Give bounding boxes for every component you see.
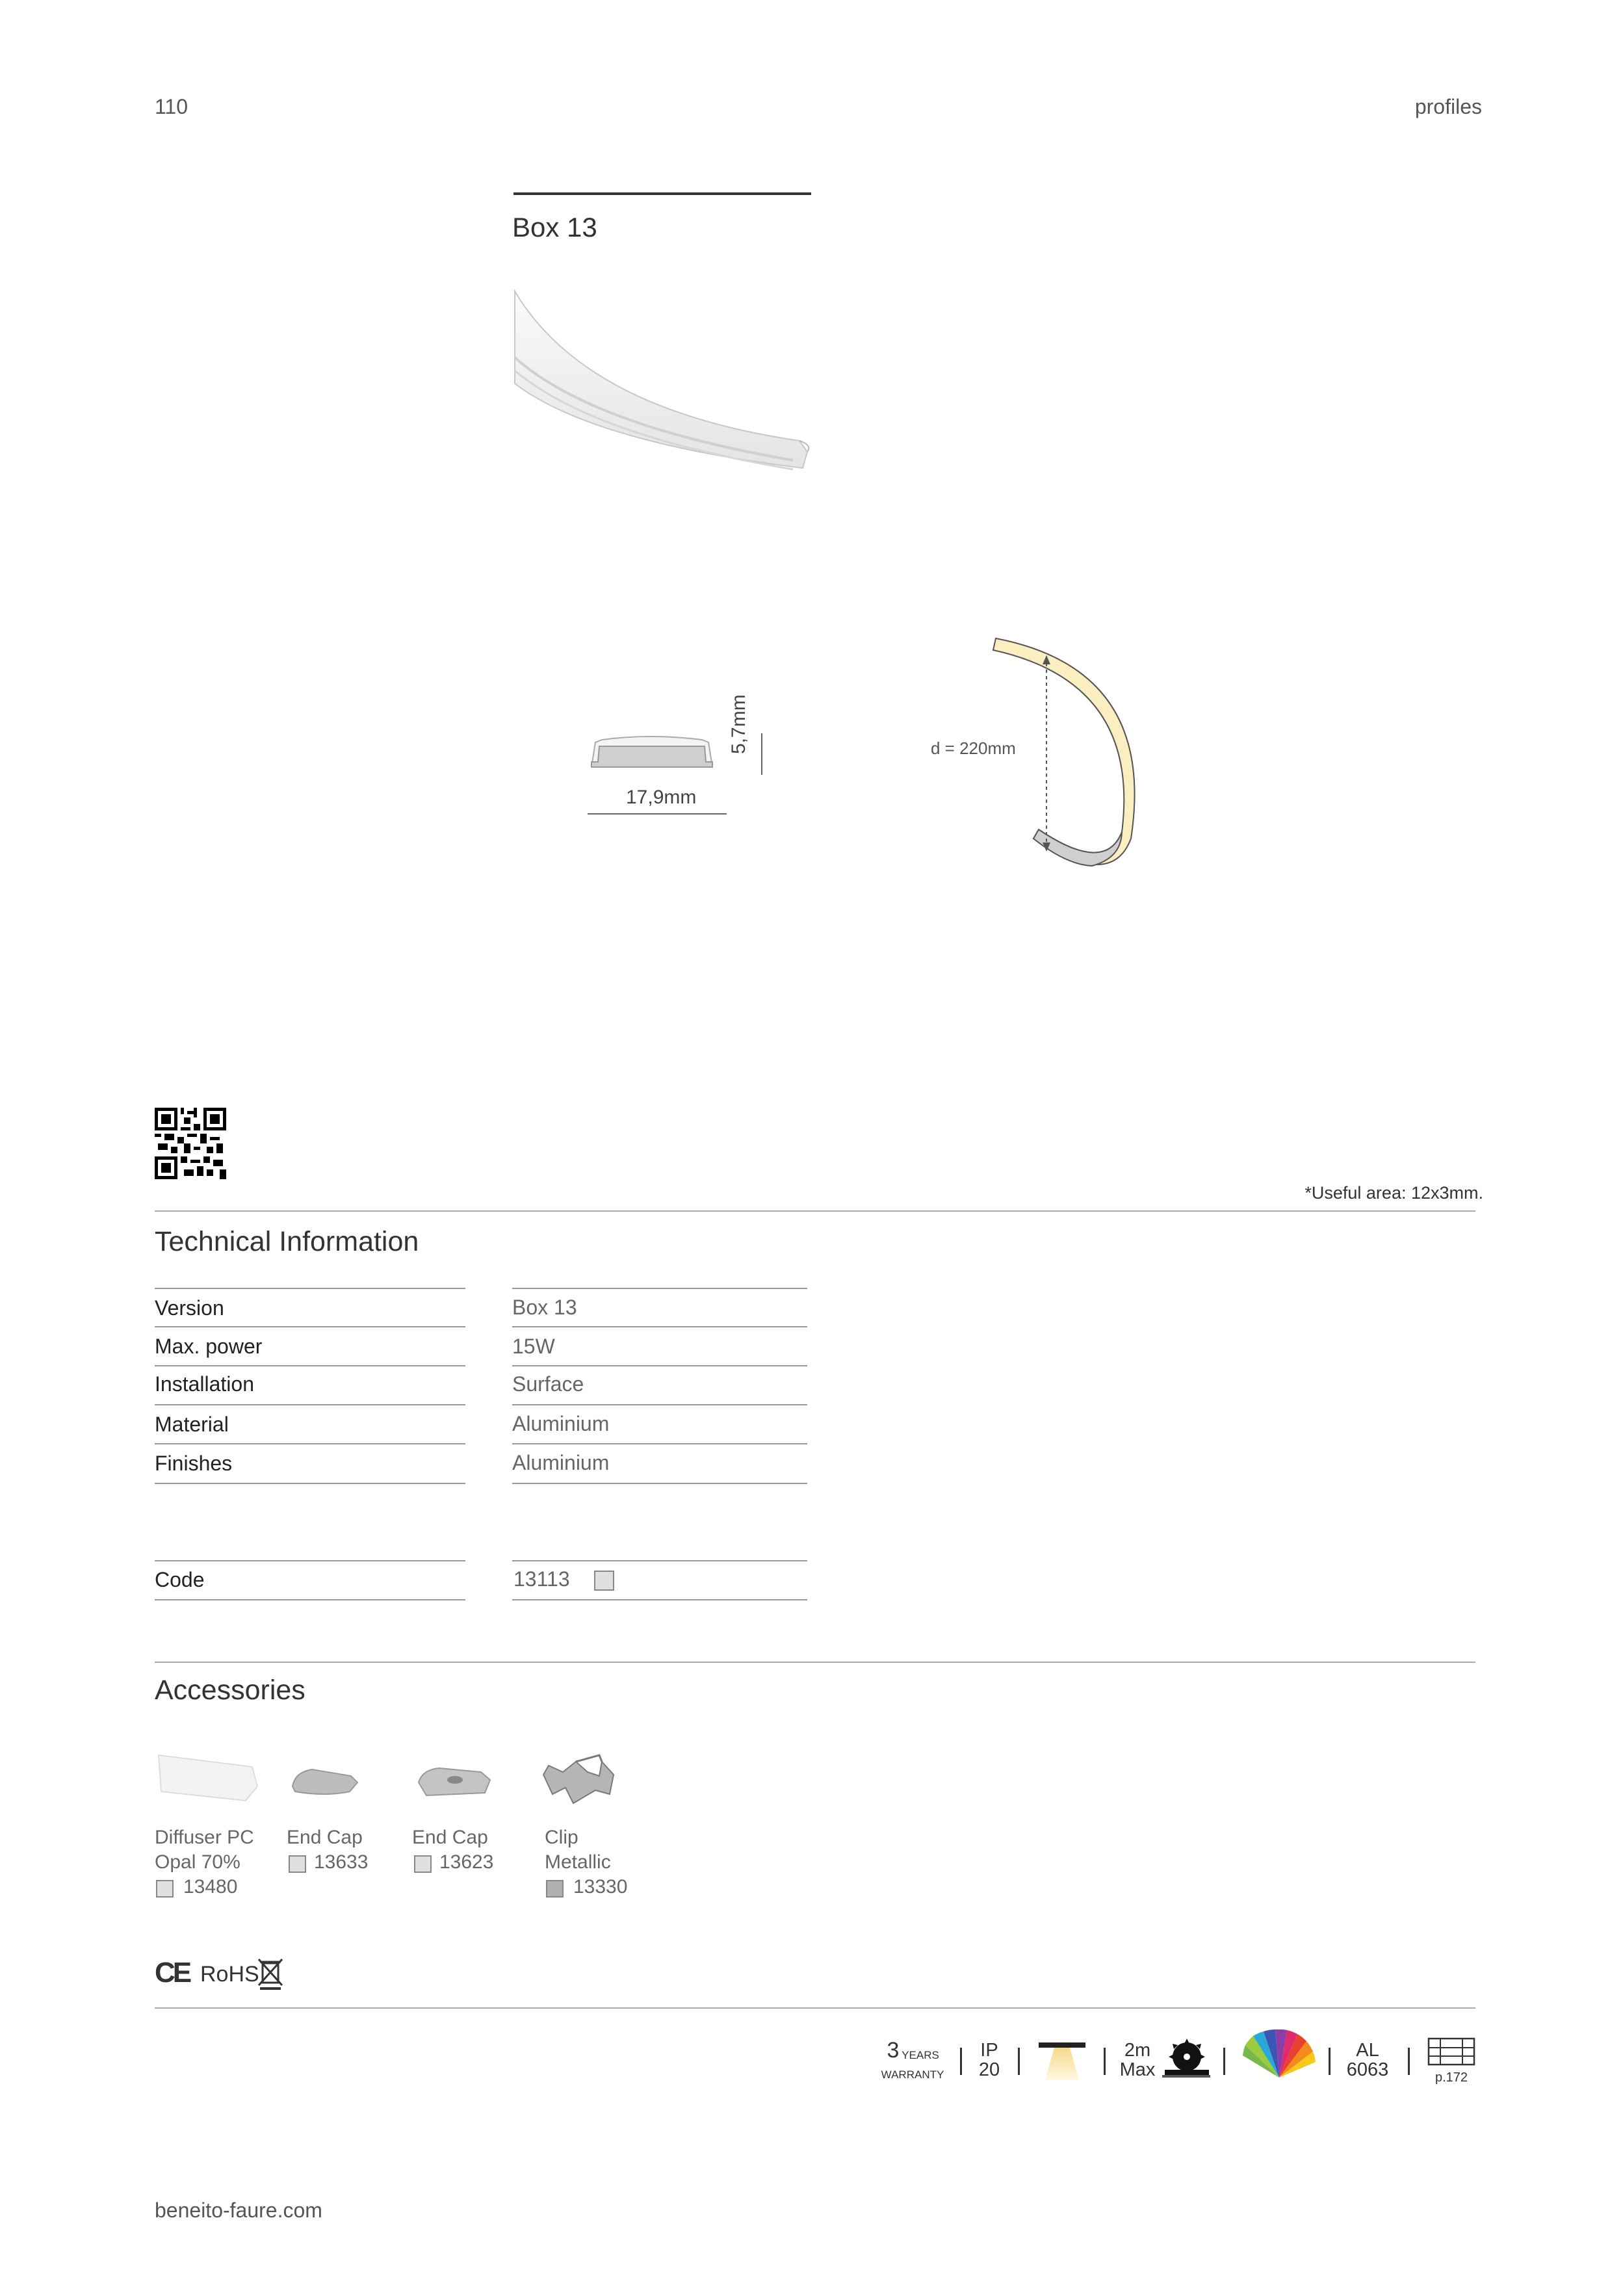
- accessory-swatch: [289, 1855, 306, 1873]
- separator: [960, 2048, 962, 2075]
- accessory-swatch: [156, 1880, 174, 1898]
- row-line: [155, 1599, 465, 1600]
- clip-image: [537, 1749, 621, 1820]
- accessory-code: 13633: [314, 1851, 369, 1873]
- row-line: [512, 1599, 807, 1600]
- end-cap-image: [286, 1760, 364, 1806]
- row-line: [155, 1443, 465, 1444]
- spec-value: Surface: [512, 1372, 584, 1396]
- finish-swatch: [594, 1571, 614, 1591]
- technical-heading: Technical Information: [155, 1226, 419, 1257]
- page-reference[interactable]: p.172: [1435, 2070, 1468, 2085]
- spec-value: Box 13: [512, 1296, 577, 1319]
- row-line: [155, 1560, 465, 1561]
- accessory-swatch: [546, 1880, 564, 1898]
- diffuser-image: [155, 1749, 259, 1807]
- useful-area-note: *Useful area: 12x3mm.: [1305, 1183, 1483, 1203]
- ce-mark: CE: [155, 1957, 190, 1989]
- weee-bin-icon: [256, 1957, 285, 1990]
- accessory-name: End Cap: [412, 1827, 488, 1848]
- width-dimension-label: 17,9mm: [626, 787, 697, 808]
- spec-value: Aluminium: [512, 1412, 610, 1435]
- spec-label: Max. power: [155, 1335, 263, 1358]
- divider: [155, 1210, 1475, 1212]
- separator: [1408, 2048, 1410, 2075]
- alloy-label: AL: [1356, 2040, 1379, 2061]
- separator: [1223, 2048, 1225, 2075]
- row-line: [155, 1326, 465, 1327]
- row-line: [155, 1288, 465, 1289]
- separator: [1329, 2048, 1331, 2075]
- rohs-mark: RoHS: [200, 1962, 259, 1987]
- surface-light-icon: [1036, 2041, 1088, 2083]
- max-length-value: 2m: [1124, 2040, 1151, 2061]
- color-fan-icon: [1240, 2029, 1318, 2083]
- separator: [1018, 2048, 1020, 2075]
- profile-grid-icon[interactable]: [1427, 2037, 1475, 2066]
- separator: [1104, 2048, 1106, 2075]
- spec-label: Material: [155, 1413, 229, 1436]
- product-title: Box 13: [512, 212, 597, 242]
- page-number: 110: [155, 95, 188, 118]
- diameter-label: d = 220mm: [931, 738, 1016, 758]
- max-length-label: Max: [1119, 2059, 1156, 2080]
- end-cap-image: [413, 1760, 498, 1806]
- code-value: 13113: [513, 1567, 570, 1591]
- accessory-name: Diffuser PC: [155, 1827, 254, 1848]
- row-line: [512, 1404, 807, 1405]
- row-line: [512, 1443, 807, 1444]
- code-label: Code: [155, 1568, 205, 1591]
- warranty-years: YEARS: [902, 2049, 939, 2061]
- row-line: [512, 1560, 807, 1561]
- product-image: [507, 280, 819, 501]
- qr-code[interactable]: [155, 1108, 226, 1179]
- section-name: profiles: [1414, 95, 1482, 118]
- spec-value: 15W: [512, 1335, 555, 1358]
- accessory-name: Opal 70%: [155, 1851, 240, 1873]
- warranty-label: WARRANTY: [881, 2068, 944, 2081]
- divider: [155, 1662, 1475, 1663]
- row-line: [155, 1365, 465, 1366]
- title-rule: [513, 192, 811, 195]
- spec-label: Finishes: [155, 1452, 233, 1475]
- ip-label: IP: [980, 2040, 998, 2061]
- row-line: [512, 1288, 807, 1289]
- alloy-value: 6063: [1346, 2059, 1389, 2080]
- accessories-heading: Accessories: [155, 1675, 305, 1706]
- website-link[interactable]: beneito-faure.com: [155, 2198, 322, 2222]
- accessory-name: End Cap: [287, 1827, 363, 1848]
- spec-value: Aluminium: [512, 1451, 610, 1474]
- spec-label: Version: [155, 1296, 224, 1320]
- row-line: [512, 1365, 807, 1366]
- spec-label: Installation: [155, 1372, 254, 1396]
- accessory-name: Clip: [545, 1827, 578, 1848]
- warranty-number: 3: [887, 2038, 900, 2063]
- row-line: [155, 1483, 465, 1484]
- accessory-name: Metallic: [545, 1851, 611, 1873]
- ip-value: 20: [978, 2059, 1000, 2080]
- row-line: [512, 1326, 807, 1327]
- accessory-code: 13623: [439, 1851, 494, 1873]
- divider: [155, 2007, 1475, 2009]
- row-line: [512, 1483, 807, 1484]
- accessory-code: 13330: [573, 1876, 628, 1898]
- saw-cut-icon: [1161, 2037, 1210, 2083]
- height-dimension-label: 5,7mm: [728, 694, 749, 754]
- accessory-swatch: [414, 1855, 432, 1873]
- accessory-code: 13480: [183, 1876, 238, 1898]
- row-line: [155, 1404, 465, 1405]
